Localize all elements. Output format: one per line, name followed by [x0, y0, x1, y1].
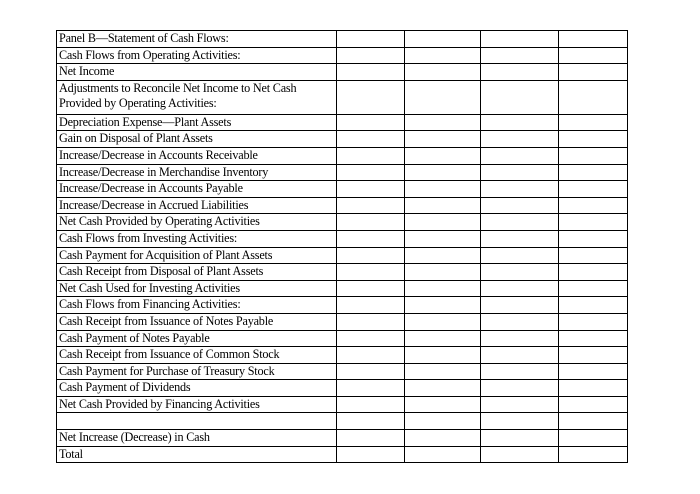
amount-cell[interactable] [559, 114, 628, 131]
table-row [57, 264, 628, 281]
amount-cell[interactable] [337, 313, 405, 330]
row-label-depreciation: Depreciation Expense—Plant Assets [57, 114, 337, 131]
amount-cell[interactable] [405, 280, 481, 297]
amount-cell[interactable] [405, 347, 481, 364]
amount-cell[interactable] [481, 197, 559, 214]
table-row [57, 114, 628, 131]
amount-cell[interactable] [405, 313, 481, 330]
amount-cell[interactable] [481, 363, 559, 380]
table-body [57, 31, 628, 463]
amount-cell[interactable] [481, 396, 559, 413]
amount-cell[interactable] [405, 363, 481, 380]
amount-cell[interactable] [337, 197, 405, 214]
amount-cell[interactable] [337, 131, 405, 148]
row-label-accounts-payable: Increase/Decrease in Accounts Payable [57, 181, 337, 198]
amount-cell[interactable] [337, 396, 405, 413]
amount-cell[interactable] [405, 131, 481, 148]
table-row [57, 31, 628, 48]
amount-cell[interactable] [405, 147, 481, 164]
table-row [57, 80, 628, 114]
amount-cell[interactable] [337, 164, 405, 181]
row-label-net-cash-financing: Net Cash Provided by Financing Activities [57, 396, 337, 413]
row-label-issuance-common-stock: Cash Receipt from Issuance of Common Stock [57, 347, 337, 364]
amount-cell[interactable] [337, 297, 405, 314]
amount-cell[interactable] [481, 214, 559, 231]
row-label-blank[interactable] [57, 413, 337, 430]
amount-cell[interactable] [481, 181, 559, 198]
row-label-accounts-receivable: Increase/Decrease in Accounts Receivable [57, 147, 337, 164]
amount-cell[interactable] [405, 264, 481, 281]
table-row [57, 413, 628, 430]
amount-cell[interactable] [405, 31, 481, 48]
amount-cell[interactable] [405, 197, 481, 214]
amount-cell[interactable] [481, 297, 559, 314]
table-row [57, 181, 628, 198]
table-row [57, 64, 628, 81]
amount-cell[interactable] [481, 64, 559, 81]
amount-cell[interactable] [405, 64, 481, 81]
amount-cell[interactable] [481, 380, 559, 397]
amount-cell[interactable] [337, 230, 405, 247]
table-row [57, 363, 628, 380]
row-label-net-cash-investing: Net Cash Used for Investing Activities [57, 280, 337, 297]
amount-cell[interactable] [405, 181, 481, 198]
amount-cell[interactable] [559, 264, 628, 281]
table-row [57, 330, 628, 347]
amount-cell[interactable] [559, 31, 628, 48]
amount-cell[interactable] [481, 280, 559, 297]
table-row [57, 347, 628, 364]
amount-cell[interactable] [559, 430, 628, 447]
amount-cell[interactable] [481, 147, 559, 164]
table-row [57, 396, 628, 413]
amount-cell[interactable] [337, 31, 405, 48]
amount-cell[interactable] [559, 80, 628, 114]
amount-cell[interactable] [405, 330, 481, 347]
amount-cell[interactable] [481, 31, 559, 48]
amount-cell[interactable] [337, 47, 405, 64]
amount-cell[interactable] [481, 114, 559, 131]
amount-cell[interactable] [559, 313, 628, 330]
table-row [57, 247, 628, 264]
amount-cell[interactable] [481, 446, 559, 463]
amount-cell[interactable] [337, 181, 405, 198]
amount-cell[interactable] [337, 64, 405, 81]
table-row [57, 430, 628, 447]
row-label-net-increase-cash: Net Increase (Decrease) in Cash [57, 430, 337, 447]
amount-cell[interactable] [481, 247, 559, 264]
table-row [57, 280, 628, 297]
table-row [57, 380, 628, 397]
row-label-total: Total [57, 446, 337, 463]
row-label-payment-notes-payable: Cash Payment of Notes Payable [57, 330, 337, 347]
row-label-investing-header: Cash Flows from Investing Activities: [57, 230, 337, 247]
amount-cell[interactable] [559, 380, 628, 397]
amount-cell[interactable] [559, 197, 628, 214]
amount-cell[interactable] [337, 413, 405, 430]
amount-cell[interactable] [405, 446, 481, 463]
amount-cell[interactable] [559, 330, 628, 347]
amount-cell[interactable] [559, 181, 628, 198]
amount-cell[interactable] [559, 363, 628, 380]
amount-cell[interactable] [405, 380, 481, 397]
row-label-acquisition-plant-assets: Cash Payment for Acquisition of Plant Assets [57, 247, 337, 264]
table-row [57, 147, 628, 164]
row-label-net-income: Net Income [57, 64, 337, 81]
amount-cell[interactable] [405, 164, 481, 181]
row-label-adjustments: Adjustments to Reconcile Net Income to Net Cash Provided by Operating Activities: [57, 80, 337, 114]
table-row [57, 313, 628, 330]
table-row [57, 297, 628, 314]
amount-cell[interactable] [559, 297, 628, 314]
amount-cell[interactable] [337, 347, 405, 364]
amount-cell[interactable] [405, 114, 481, 131]
amount-cell[interactable] [337, 147, 405, 164]
amount-cell[interactable] [405, 247, 481, 264]
amount-cell[interactable] [559, 347, 628, 364]
amount-cell[interactable] [559, 413, 628, 430]
amount-cell[interactable] [559, 164, 628, 181]
amount-cell[interactable] [481, 430, 559, 447]
amount-cell[interactable] [481, 347, 559, 364]
amount-cell[interactable] [481, 230, 559, 247]
table-row [57, 164, 628, 181]
amount-cell[interactable] [481, 330, 559, 347]
table-row [57, 446, 628, 463]
amount-cell[interactable] [481, 47, 559, 64]
amount-cell[interactable] [481, 80, 559, 114]
amount-cell[interactable] [405, 297, 481, 314]
table-row [57, 131, 628, 148]
amount-cell[interactable] [337, 80, 405, 114]
row-label-panel-title: Panel B—Statement of Cash Flows: [57, 31, 337, 48]
amount-cell[interactable] [559, 147, 628, 164]
amount-cell[interactable] [405, 80, 481, 114]
amount-cell[interactable] [405, 430, 481, 447]
amount-cell[interactable] [337, 214, 405, 231]
amount-cell[interactable] [337, 264, 405, 281]
row-label-issuance-notes-payable: Cash Receipt from Issuance of Notes Payable [57, 313, 337, 330]
amount-cell[interactable] [481, 313, 559, 330]
row-label-net-cash-operating: Net Cash Provided by Operating Activities [57, 214, 337, 231]
table-row [57, 214, 628, 231]
cash-flow-statement-table [56, 30, 628, 463]
amount-cell[interactable] [559, 64, 628, 81]
amount-cell[interactable] [481, 131, 559, 148]
amount-cell[interactable] [559, 247, 628, 264]
row-label-gain-disposal: Gain on Disposal of Plant Assets [57, 131, 337, 148]
amount-cell[interactable] [337, 114, 405, 131]
amount-cell[interactable] [559, 214, 628, 231]
row-label-financing-header: Cash Flows from Financing Activities: [57, 297, 337, 314]
row-label-accrued-liabilities: Increase/Decrease in Accrued Liabilities [57, 197, 337, 214]
row-label-dividends: Cash Payment of Dividends [57, 380, 337, 397]
amount-cell[interactable] [405, 230, 481, 247]
amount-cell[interactable] [559, 47, 628, 64]
amount-cell[interactable] [559, 280, 628, 297]
amount-cell[interactable] [337, 430, 405, 447]
amount-cell[interactable] [559, 446, 628, 463]
amount-cell[interactable] [337, 363, 405, 380]
amount-cell[interactable] [559, 230, 628, 247]
amount-cell[interactable] [481, 164, 559, 181]
row-label-treasury-stock: Cash Payment for Purchase of Treasury Stock [57, 363, 337, 380]
row-label-disposal-plant-assets: Cash Receipt from Disposal of Plant Assets [57, 264, 337, 281]
table-row [57, 47, 628, 64]
amount-cell[interactable] [405, 396, 481, 413]
amount-cell[interactable] [405, 214, 481, 231]
row-label-operating-header: Cash Flows from Operating Activities: [57, 47, 337, 64]
table-row [57, 197, 628, 214]
table-row [57, 230, 628, 247]
amount-cell[interactable] [559, 396, 628, 413]
row-label-merchandise-inventory: Increase/Decrease in Merchandise Inventory [57, 164, 337, 181]
amount-cell[interactable] [405, 413, 481, 430]
amount-cell[interactable] [405, 47, 481, 64]
amount-cell[interactable] [337, 446, 405, 463]
amount-cell[interactable] [559, 131, 628, 148]
amount-cell[interactable] [337, 330, 405, 347]
amount-cell[interactable] [481, 413, 559, 430]
amount-cell[interactable] [481, 264, 559, 281]
amount-cell[interactable] [337, 247, 405, 264]
amount-cell[interactable] [337, 280, 405, 297]
amount-cell[interactable] [337, 380, 405, 397]
